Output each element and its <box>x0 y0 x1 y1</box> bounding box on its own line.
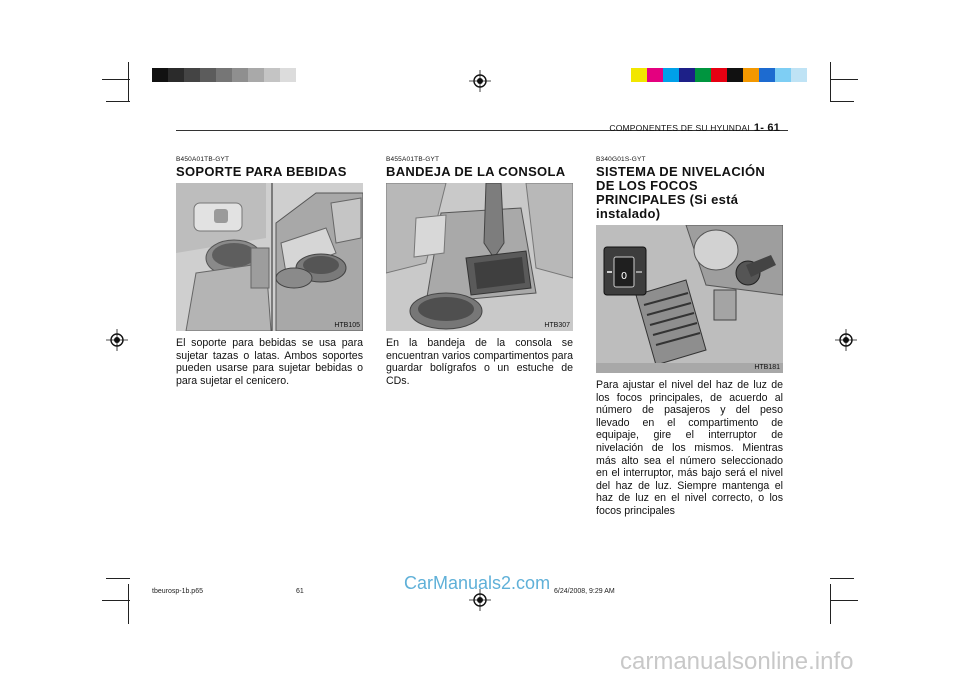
color-swatch <box>631 68 647 82</box>
crop-mark <box>830 62 831 102</box>
section-headlight-leveling <box>596 156 783 518</box>
crop-mark <box>830 578 854 579</box>
running-title: COMPONENTES DE SU HYUNDAI <box>609 123 750 133</box>
figure-headlight-switch <box>596 225 783 373</box>
color-swatch <box>695 68 711 82</box>
color-swatch <box>184 68 200 82</box>
crop-mark <box>830 101 854 102</box>
registration-mark-icon <box>835 329 857 351</box>
figure-cup-holder <box>176 183 363 331</box>
color-swatch <box>775 68 791 82</box>
color-swatch <box>152 68 168 82</box>
crop-mark <box>128 584 129 624</box>
color-swatch <box>791 68 807 82</box>
watermark-carmanuals2[interactable]: CarManuals2.com <box>404 573 551 593</box>
color-swatch <box>264 68 280 82</box>
section-title: SISTEMA DE NIVELACIÓN DE LOS FOCOS PRINCIPALES (Si está instalado) <box>596 164 766 221</box>
color-swatch <box>280 68 296 82</box>
crop-mark <box>830 584 831 624</box>
headlight-leveling-illustration <box>596 225 783 373</box>
watermark-carmanualsonline[interactable]: carmanualsonline.info <box>620 648 854 675</box>
color-swatch <box>743 68 759 82</box>
section-title: BANDEJA DE LA CONSOLA <box>386 164 566 179</box>
figure-console-tray <box>386 183 573 331</box>
figure-label: HTB181 <box>754 364 780 371</box>
color-swatch <box>663 68 679 82</box>
color-swatch <box>711 68 727 82</box>
color-swatch <box>727 68 743 82</box>
footer-page: 61 <box>296 588 304 595</box>
color-swatch <box>248 68 264 82</box>
section-title: SOPORTE PARA BEBIDAS <box>176 164 347 179</box>
process-color-bar <box>631 68 807 82</box>
section-body: Para ajustar el nivel del haz de luz de los focos principales, de acuerdo al número de pasajeros y del peso llevado en el compartimento de equipaje, gire el interruptor de nivelación de los mismos. Mientras más alto sea el número seleccionado en el interruptor, más bajo será el nivel del haz de luz. Siempre mantenga el haz de luz en el nivel correcto, o los focos principales <box>596 379 783 517</box>
color-swatch <box>232 68 248 82</box>
color-swatch <box>759 68 775 82</box>
color-swatch <box>216 68 232 82</box>
section-body: El soporte para bebidas se usa para sujetar tazas o latas. Ambos soportes pueden usarse para sujetar bebidas o para sujetar el cenicero. <box>176 337 363 387</box>
cup-holder-illustration <box>176 183 363 331</box>
registration-mark-icon <box>469 70 491 92</box>
crop-mark <box>106 101 130 102</box>
crop-mark <box>102 600 130 601</box>
crop-mark <box>128 62 129 102</box>
crop-mark <box>830 79 858 80</box>
svg-text:0: 0 <box>620 271 628 282</box>
grayscale-color-bar <box>152 68 296 82</box>
page-number: 1- 61 <box>753 122 780 134</box>
footer-datetime: 6/24/2008, 9:29 AM <box>554 588 615 595</box>
footer-file: tbeurosp-1b.p65 <box>152 588 203 595</box>
crop-mark <box>102 79 130 80</box>
section-body: En la bandeja de la consola se encuentran varios compartimentos para guardar bolígrafos o un estuche de CDs. <box>386 337 573 387</box>
section-code: B450A01TB-GYT <box>176 156 230 163</box>
color-swatch <box>168 68 184 82</box>
section-console-tray <box>386 156 573 387</box>
registration-mark-icon <box>106 329 128 351</box>
color-swatch <box>679 68 695 82</box>
color-swatch <box>647 68 663 82</box>
crop-mark <box>830 600 858 601</box>
running-header <box>609 122 780 134</box>
figure-label: HTB105 <box>334 322 360 329</box>
crop-mark <box>106 578 130 579</box>
section-code: B340G01S-GYT <box>596 156 646 163</box>
figure-label: HTB307 <box>544 322 570 329</box>
console-tray-illustration <box>386 183 573 331</box>
section-code: B455A01TB-GYT <box>386 156 440 163</box>
color-swatch <box>200 68 216 82</box>
section-cup-holder <box>176 156 363 387</box>
